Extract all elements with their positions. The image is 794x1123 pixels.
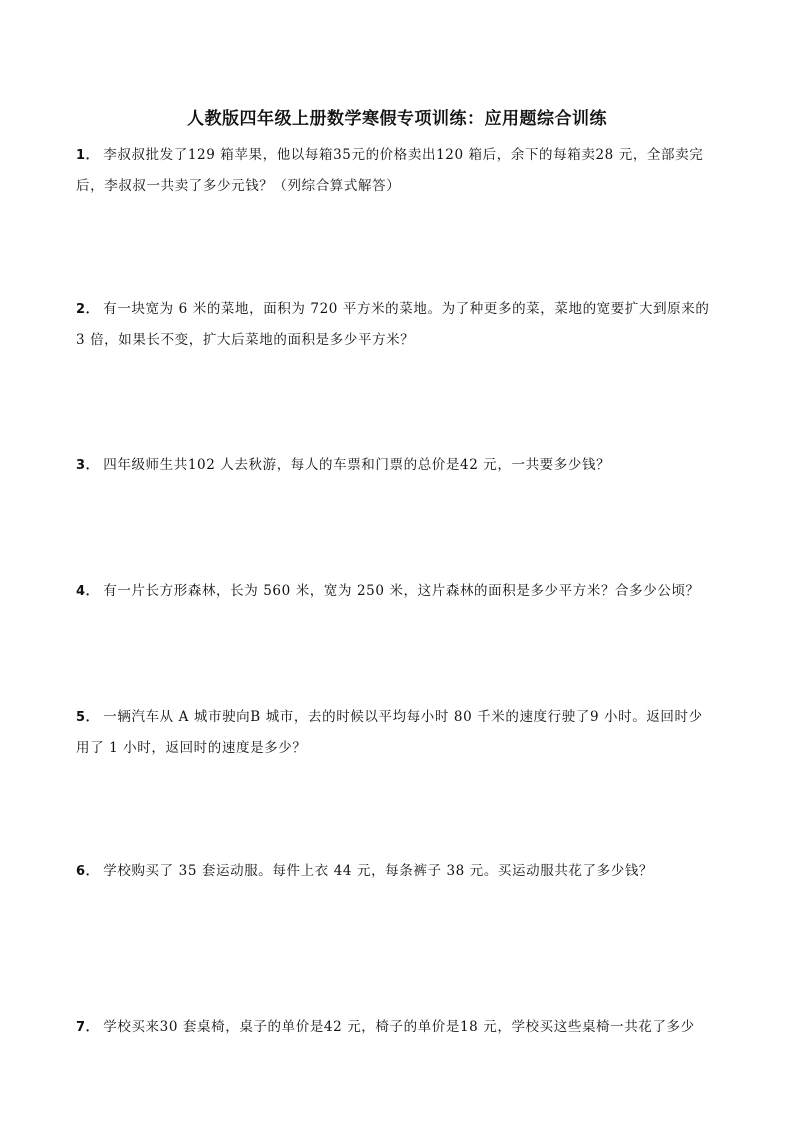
question-number: 5．	[76, 710, 100, 725]
question-line	[76, 576, 720, 607]
question-text: 用了 1 小时，返回时的速度是多少？	[76, 740, 307, 756]
question-text: 后，李叔叔一共卖了多少元钱？（列综合算式解答）	[76, 178, 401, 194]
question-3	[76, 450, 720, 481]
question-text: 李叔叔批发了129 箱苹果，他以每箱35元的价格卖出120 箱后，余下的每箱卖28 元，全部卖完	[103, 147, 704, 163]
question-number: 1．	[76, 148, 100, 163]
question-4	[76, 576, 720, 607]
question-line	[76, 1012, 720, 1043]
question-line	[76, 140, 720, 171]
question-line	[76, 450, 720, 481]
question-text: 学校买来30 套桌椅，桌子的单价是42 元，椅子的单价是18 元，学校买这些桌椅一共花了多少	[103, 1019, 695, 1035]
question-number: 3．	[76, 458, 100, 473]
question-5	[76, 702, 720, 763]
page-title: 人教版四年级上册数学寒假专项训练：应用题综合训练	[187, 109, 607, 129]
question-text: 一辆汽车从 A 城市驶向B 城市，去的时候以平均每小时 80 千米的速度行驶了9 小时。返回时少	[103, 709, 703, 725]
question-6	[76, 856, 720, 887]
question-text: 有一块宽为 6 米的菜地，面积为 720 平方米的菜地。为了种更多的菜，菜地的宽要扩大到原来的	[103, 301, 710, 317]
question-7	[76, 1012, 720, 1043]
question-number: 4．	[76, 584, 100, 599]
question-text: 学校购买了 35 套运动服。每件上衣 44 元，每条裤子 38 元。买运动服共花了多少钱？	[103, 863, 654, 879]
question-1	[76, 140, 720, 201]
question-line	[76, 702, 720, 733]
question-text: 四年级师生共102 人去秋游，每人的车票和门票的总价是42 元，一共要多少钱？	[103, 457, 611, 473]
question-number: 6．	[76, 864, 100, 879]
question-text: 3 倍，如果长不变，扩大后菜地的面积是多少平方米？	[76, 332, 415, 348]
question-text: 有一片长方形森林，长为 560 米，宽为 250 米，这片森林的面积是多少平方米？合多少公顷？	[103, 583, 700, 599]
question-2	[76, 294, 720, 355]
question-number: 7．	[76, 1020, 100, 1035]
question-number: 2．	[76, 302, 100, 317]
question-line	[76, 856, 720, 887]
question-line	[76, 294, 720, 325]
